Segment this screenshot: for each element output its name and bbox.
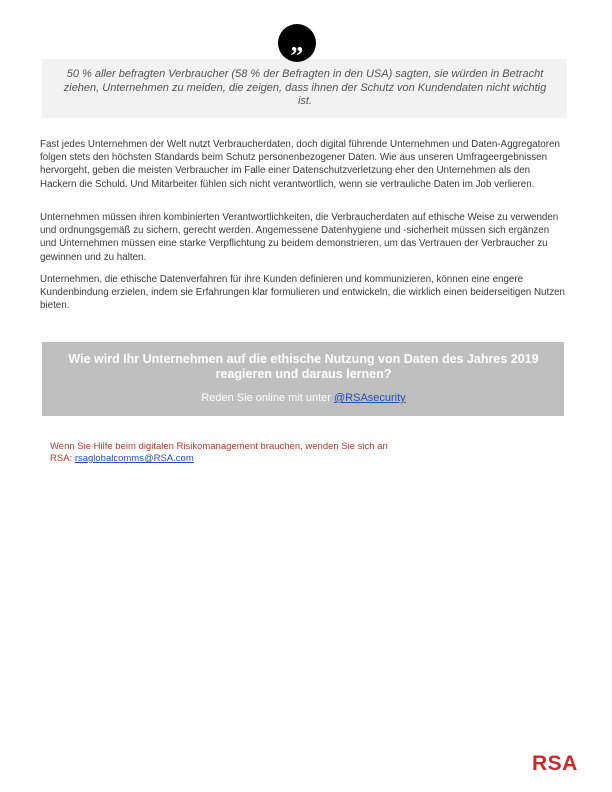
contact-note <box>50 441 410 465</box>
body-paragraph-2: Unternehmen müssen ihren kombinierten Verantwortlichkeiten, die Verbraucherdaten auf ethische Weise zu verwenden und ordnungsgemäß zu sichern, gerecht werden. Angemessene Datenhygiene und -sicherheit müssen sich ergänzen und Unternehmen müssen eine starke Verpflichtung zu beidem demonstrieren, um das Vertrauen der Verbraucher zu gewinnen und zu halten. <box>40 212 559 263</box>
cta-heading: Wie wird Ihr Unternehmen auf die ethische Nutzung von Daten des Jahres 2019 reagieren und daraus lernen? <box>68 352 539 381</box>
body-paragraph-3: Unternehmen, die ethische Datenverfahren für ihre Kunden definieren und kommunizieren, können eine engere Kundenbindung erzielen, indem sie Erfahrungen klar formulieren und entwickeln, die wirklich einen beiderseitigen Nutzen bieten. <box>40 274 565 312</box>
twitter-handle-link[interactable]: @RSAsecurity <box>334 392 406 404</box>
quote-mark-icon: „ <box>278 24 316 62</box>
body-paragraph-1: Fast jedes Unternehmen der Welt nutzt Verbraucherdaten, doch digital führende Unternehmen und Daten-Aggregatoren folgen stets den höchsten Standards beim Schutz personenbezogener Daten. Wie aus unseren Umfrageergebnissen hervorgeht, geben die meisten Verbraucher im Falle einer Datenschutzverletzung eher den Unternehmen als den Hackern die Schuld. Und Mitarbeiter fühlen sich nicht verantwortlich, wenn sie vertrauliche Daten im Job verlieren. <box>40 139 560 190</box>
cta-subtext-label: Reden Sie online mit unter <box>201 392 334 404</box>
contact-email-link[interactable]: rsaglobalcomms@RSA.com <box>74 453 194 464</box>
contact-text: Wenn Sie Hilfe beim digitalen Risikomanagement brauchen, wenden Sie sich an RSA: <box>50 441 388 464</box>
cta-subtext <box>55 392 552 405</box>
pull-quote: 50 % aller befragten Verbraucher (58 % der Befragten in den USA) sagten, sie würden in Betracht ziehen, Unternehmen zu meiden, die zeigen, dass ihnen der Schutz von Kundendaten nicht wichtig ist. <box>63 68 547 107</box>
rsa-logo: RSA <box>532 752 578 775</box>
